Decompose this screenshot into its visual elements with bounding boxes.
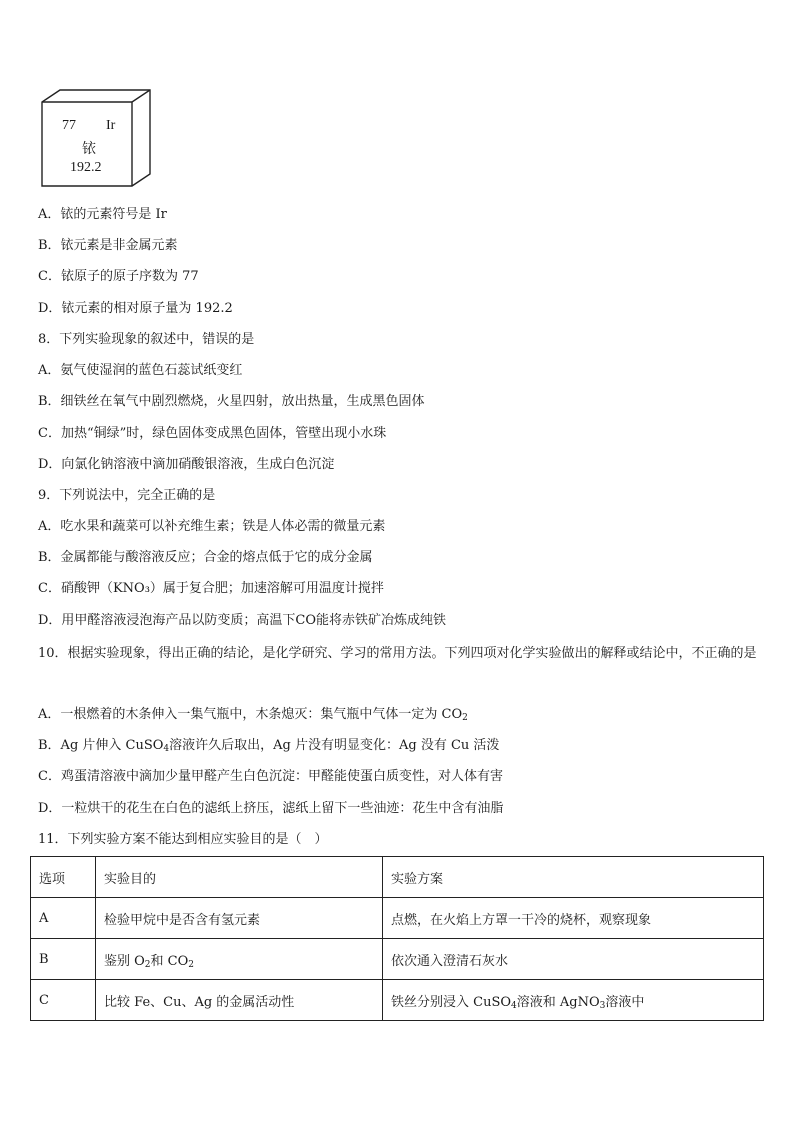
row-a-goal: 检验甲烷中是否含有氢元素 — [96, 898, 383, 939]
table-row — [31, 980, 764, 1021]
q10-option-c: C．鸡蛋清溶液中滴加少量甲醛产生白色沉淀：甲醛能使蛋白质变性，对人体有害 — [38, 769, 503, 784]
header-option: 选项 — [31, 857, 96, 898]
row-b-option: B — [31, 939, 96, 980]
q8-option-d: D．向氯化钠溶液中滴加硝酸银溶液，生成白色沉淀 — [38, 457, 335, 472]
header-goal: 实验目的 — [96, 857, 383, 898]
q7-option-b: B．铱元素是非金属元素 — [38, 238, 178, 253]
q8-stem: 8．下列实验现象的叙述中，错误的是 — [38, 332, 255, 347]
row-b-plan: 依次通入澄清石灰水 — [383, 939, 764, 980]
q8-option-b: B．细铁丝在氧气中剧烈燃烧，火星四射，放出热量，生成黑色固体 — [38, 394, 425, 409]
table-row — [31, 939, 764, 980]
row-b-goal: 鉴别 $O_2$和 $CO_2$ — [96, 939, 383, 980]
atomic-mass: 192.2 — [70, 160, 102, 175]
element-card — [40, 88, 152, 188]
q7-option-c: C．铱原子的原子序数为 77 — [38, 269, 199, 284]
atomic-number: 77 — [62, 118, 76, 133]
row-a-option: A — [31, 898, 96, 939]
q7-option-d: D．铱元素的相对原子量为 192.2 — [38, 301, 233, 316]
header-plan: 实验方案 — [383, 857, 764, 898]
q9-stem: 9．下列说法中，完全正确的是 — [38, 488, 216, 503]
table-row — [31, 898, 764, 939]
q10-stem: 10．根据实验现象，得出正确的结论，是化学研究、学习的常用方法。下列四项对化学实验做出的解释或结论中，不正确的是 — [38, 646, 757, 661]
q8-option-a: A．氨气使湿润的蓝色石蕊试纸变红 — [38, 363, 243, 378]
row-c-plan: 铁丝分别浸入 CuSO$_4$溶液和 AgNO$_3$溶液中 — [383, 980, 764, 1021]
q8-option-c: C．加热“铜绿”时，绿色固体变成黑色固体，管壁出现小水珠 — [38, 426, 387, 441]
q10-option-d: D．一粒烘干的花生在白色的滤纸上挤压，滤纸上留下一些油迹：花生中含有油脂 — [38, 801, 504, 816]
row-c-option: C — [31, 980, 96, 1021]
q9-option-d: D．用甲醛溶液浸泡海产品以防变质；高温下CO能将赤铁矿冶炼成纯铁 — [38, 613, 447, 628]
row-a-plan: 点燃，在火焰上方罩一干冷的烧杯，观察现象 — [383, 898, 764, 939]
element-name: 铱 — [82, 142, 96, 157]
row-c-goal: 比较 Fe、Cu、Ag 的金属活动性 — [96, 980, 383, 1021]
q7-option-a: A．铱的元素符号是 Ir — [38, 207, 167, 222]
q10-option-b: B．Ag 片伸入 CuSO$_4$溶液许久后取出，Ag 片没有明显变化：Ag 没有 Cu 活泼 — [38, 738, 500, 754]
q9-option-c: C．硝酸钾（KNO₃）属于复合肥；加速溶解可用温度计搅拌 — [38, 581, 384, 596]
q11-stem: 11．下列实验方案不能达到相应实验目的是（ ） — [38, 832, 328, 847]
experiment-table — [30, 856, 764, 1021]
q9-option-a: A．吃水果和蔬菜可以补充维生素；铁是人体必需的微量元素 — [38, 519, 386, 534]
q10-option-a: A．一根燃着的木条伸入一集气瓶中，木条熄灭：集气瓶中气体一定为 $CO_2$ — [38, 707, 468, 723]
table-header-row — [31, 857, 764, 898]
q9-option-b: B．金属都能与酸溶液反应；合金的熔点低于它的成分金属 — [38, 550, 373, 565]
element-symbol: Ir — [106, 118, 116, 133]
